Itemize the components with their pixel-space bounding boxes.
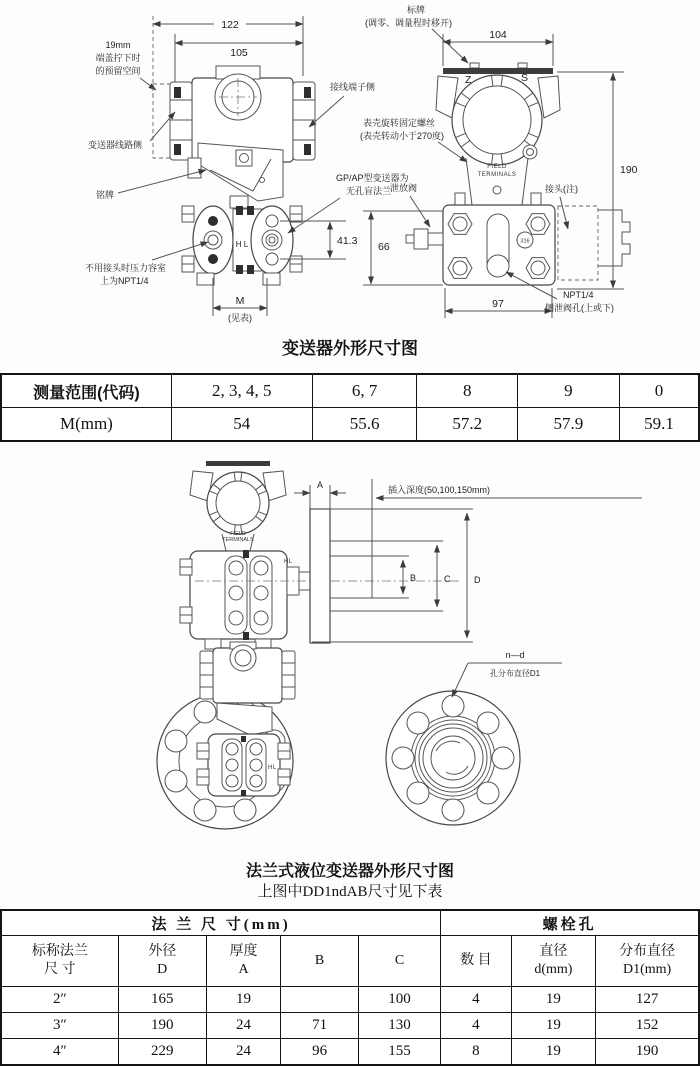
table-cell: 57.9 xyxy=(517,408,619,442)
table-cell: 4 xyxy=(441,1013,511,1039)
flange-drawing-caption: 法兰式液位变送器外形尺寸图 xyxy=(245,863,454,880)
table-cell: 127 xyxy=(596,987,699,1013)
dim-97-label: 97 xyxy=(492,298,504,310)
flange-transmitter-drawing xyxy=(0,451,700,859)
range-header-cell: 测量范围(代码) xyxy=(1,374,171,408)
hl-ports-label: HL xyxy=(284,559,293,565)
flange-side-view xyxy=(180,461,642,649)
table-cell: 19 xyxy=(206,987,281,1013)
table-cell: 190 xyxy=(118,1013,206,1039)
flange-size-group-header: 法 兰 尺 寸(mm) xyxy=(1,910,441,936)
table-row xyxy=(1,987,699,1013)
connector-label: 接头(注) xyxy=(545,184,578,194)
case-screw-label-2: (表壳转动小于270度) xyxy=(360,131,445,141)
reserve-space-label-1: 19mm xyxy=(105,40,131,50)
tag-plate-label-2: (调零、调量程时移开) xyxy=(365,18,452,28)
npt-side-vent-label-2: 侧泄阀孔(上或下) xyxy=(545,303,614,313)
z-mark: Z xyxy=(465,74,472,86)
field-terminals-label-2: TERMINALS xyxy=(222,537,254,543)
table-cell: 0 xyxy=(619,374,699,408)
table-cell: 19 xyxy=(511,1013,595,1039)
table-cell: 19 xyxy=(511,1039,595,1066)
dim-41-3-label: 41.3 xyxy=(337,235,358,247)
n-d-bolt-label: n—d xyxy=(505,650,525,660)
table-cell: 165 xyxy=(118,987,206,1013)
column-header: 分布直径 D1(mm) xyxy=(596,936,699,987)
reserve-space-label-3: 的预留空间 xyxy=(95,66,141,76)
table-cell: 4 xyxy=(441,987,511,1013)
npt-chamber-label-2: 上为NPT1/4 xyxy=(100,276,149,286)
steel-316-mark: 316 xyxy=(520,238,530,245)
table-cell: 2″ xyxy=(1,987,118,1013)
table-cell: 57.2 xyxy=(417,408,518,442)
dim-m-note: (见表) xyxy=(228,313,252,323)
dim-d-label: D xyxy=(474,575,481,585)
table-group-header-row xyxy=(1,910,699,936)
terminal-side-label: 接线端子侧 xyxy=(330,82,376,92)
table-cell: 54 xyxy=(171,408,312,442)
field-terminals-label-1: FIELD xyxy=(487,164,507,170)
measuring-range-table xyxy=(0,373,700,442)
gp-ap-label-1: GP/AP型变送器为 xyxy=(336,173,409,183)
table-row xyxy=(1,1039,699,1066)
table-row xyxy=(1,1013,699,1039)
hl-ports-label: HL xyxy=(268,765,277,771)
column-header: C xyxy=(358,936,440,987)
flange-front-view xyxy=(157,642,295,829)
dim-a-label: A xyxy=(316,480,324,490)
field-terminals-label-1: FIELD xyxy=(230,531,246,537)
table-cell: 19 xyxy=(511,987,595,1013)
table-cell: 190 xyxy=(596,1039,699,1066)
flange-dimension-table xyxy=(0,909,700,1066)
dim-b-label: B xyxy=(410,573,417,583)
circuit-side-label: 变送器线路侧 xyxy=(88,140,143,150)
table-cell: 96 xyxy=(281,1039,358,1066)
table-cell: 152 xyxy=(596,1013,699,1039)
table-cell: 2, 3, 4, 5 xyxy=(171,374,312,408)
table-cell: 8 xyxy=(417,374,518,408)
dim-66-label: 66 xyxy=(378,241,390,253)
column-header: 标称法兰 尺 寸 xyxy=(1,936,118,987)
table-row xyxy=(1,408,699,442)
s-mark: S xyxy=(521,72,529,84)
transmitter-outline-drawing xyxy=(0,0,700,335)
case-screw-label-1: 表壳旋转固定螺丝 xyxy=(363,118,436,128)
tag-plate-label-1: 标牌 xyxy=(407,5,426,15)
dim-104-label: 104 xyxy=(489,29,507,41)
transmitter-drawing-caption: 变送器外形尺寸图 xyxy=(282,339,418,358)
column-header: 直径 d(mm) xyxy=(511,936,595,987)
hole-circle-diameter-label: 孔分布直径D1 xyxy=(489,669,541,678)
table-cell xyxy=(281,987,358,1013)
dim-105-label: 105 xyxy=(230,47,248,59)
table-cell: 3″ xyxy=(1,1013,118,1039)
table-cell: 6, 7 xyxy=(312,374,417,408)
flange-face-view xyxy=(386,650,562,825)
nameplate-label: 铭牌 xyxy=(96,190,115,200)
hl-ports-label: H L xyxy=(235,240,249,249)
bolt-hole-group-header: 螺栓孔 xyxy=(441,910,699,936)
insertion-depth-label: 插入深度(50,100,150mm) xyxy=(388,485,491,495)
column-header: 厚度 A xyxy=(206,936,281,987)
table-cell: 100 xyxy=(358,987,440,1013)
table-cell: 4″ xyxy=(1,1039,118,1066)
dim-190-label: 190 xyxy=(620,164,638,176)
side-view-drawing xyxy=(85,16,409,323)
table-reference-note: 上图中DD1ndAB尺寸见下表 xyxy=(257,884,443,900)
dim-m-label: M xyxy=(235,295,245,307)
dim-122-label: 122 xyxy=(221,19,239,31)
table-cell: 24 xyxy=(206,1039,281,1066)
front-view-drawing xyxy=(360,4,638,318)
table-header-row xyxy=(1,936,699,987)
reserve-space-label-2: 端盖拧下时 xyxy=(95,53,141,63)
table-cell: 24 xyxy=(206,1013,281,1039)
table-cell: 55.6 xyxy=(312,408,417,442)
drain-valve-label: 泄放阀 xyxy=(390,183,418,193)
table-cell: 155 xyxy=(358,1039,440,1066)
field-terminals-label-2: TERMINALS xyxy=(477,172,517,178)
table-cell: 8 xyxy=(441,1039,511,1066)
npt-chamber-label-1: 不用接头时压力容室 xyxy=(85,263,167,273)
table-cell: 59.1 xyxy=(619,408,699,442)
table-cell: 9 xyxy=(517,374,619,408)
dim-c-label: C xyxy=(444,574,451,584)
gp-ap-label-2: 无孔盲法兰 xyxy=(346,186,392,196)
column-header: 数 目 xyxy=(441,936,511,987)
table-cell: 229 xyxy=(118,1039,206,1066)
npt-side-vent-label-1: NPT1/4 xyxy=(563,290,594,300)
table-row xyxy=(1,374,699,408)
column-header: 外径 D xyxy=(118,936,206,987)
table-cell: 71 xyxy=(281,1013,358,1039)
column-header: B xyxy=(281,936,358,987)
table-cell: 130 xyxy=(358,1013,440,1039)
m-header-cell: M(mm) xyxy=(1,408,171,442)
